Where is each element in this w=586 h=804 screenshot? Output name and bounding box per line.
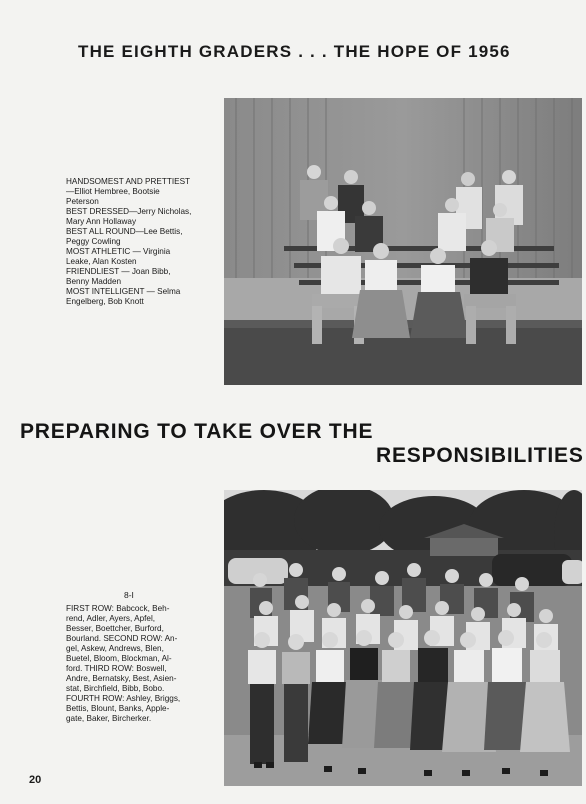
page-number: 20 bbox=[29, 774, 42, 786]
page-title: THE EIGHTH GRADERS . . . THE HOPE OF 1956 bbox=[78, 42, 511, 61]
superlatives-caption: HANDSOMEST AND PRETTIEST —Elliot Hembree, Bootsie Peterson BEST DRESSED—Jerry Nicholas, Mary Ann Hollaway BEST ALL ROUND—Lee Bettis, Peggy Cowling MOST ATHLETIC — Virginia Leake, Alan Kosten FRIENDLIEST — Joan Bibb, Benny Madden MOST INTELLIGENT — Selma Engelberg, Bob Knott bbox=[66, 177, 192, 306]
superlatives-photo-art bbox=[224, 98, 582, 385]
section-headline-line1: PREPARING TO TAKE OVER THE bbox=[20, 420, 374, 443]
class-heading: 8-I bbox=[124, 590, 134, 600]
class-photo-art bbox=[224, 490, 582, 786]
section-headline-line2: RESPONSIBILITIES bbox=[376, 444, 584, 467]
superlatives-photo bbox=[224, 98, 582, 385]
class-8i-photo bbox=[224, 490, 582, 786]
class-roster-caption: FIRST ROW: Babcock, Beh- rend, Adler, Ayers, Apfel, Besser, Boettcher, Burford, Bourland. SECOND ROW: An- gel, Askew, Andrews, Blen, Buetel, Bloom, Blockman, Al- ford. THIRD ROW: Boswell, Andre, Bernatsky, Best, Asien- stat, Birchfield, Bibb, Bobo. FOURTH ROW: Ashley, Briggs, Bettis, Blount, Banks, Apple- gate, Baker, Bircherker. bbox=[66, 604, 181, 723]
